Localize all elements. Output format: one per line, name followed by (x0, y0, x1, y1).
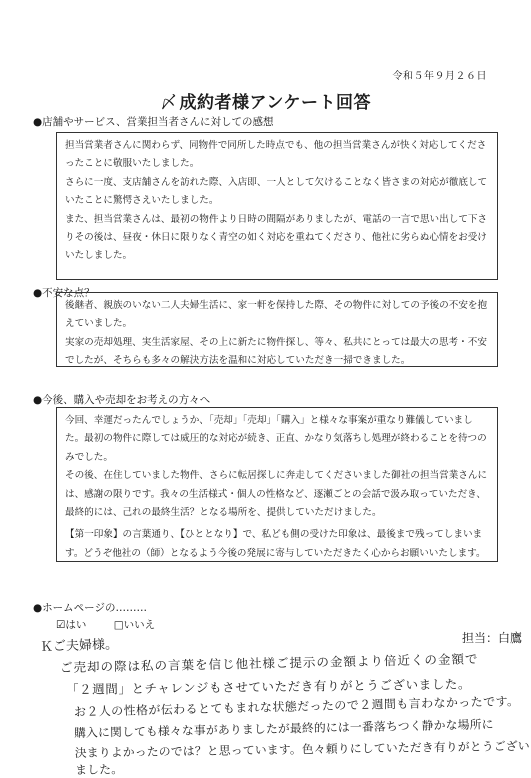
section-heading-concerns: ●不安な点？ (33, 287, 95, 299)
answer-box-advice (56, 407, 498, 562)
handwritten-line: 購入に関しても様々な事がありましたが最終的には一番落ちつく静かな場所に (73, 717, 494, 740)
answer-box-concerns (56, 292, 498, 367)
handwritten-line: ご売却の際は私の言葉を信じ他社様ご提示の金額より倍近くの金額で (59, 651, 479, 675)
staff-signature: 担当：白鷹 (462, 631, 523, 645)
homepage-options (56, 617, 179, 632)
answer-paragraph: 担当営業者さんに関わらず、同物件で同所した時点でも、他の担当営業さんが快く対応してくださったことに敬服いたしました。 (65, 140, 487, 170)
document-date: 令和５年９月２６日 (392, 71, 487, 82)
handwritten-line: 決まりよかったのでは？と思っています。色々頼りにしていただき有りがとうございました。 (74, 738, 530, 777)
answer-paragraph: 実家の売却処理、実生活家屋、その上に新たに物件探し、等々、私共にとっては最大の思考・不安でしたが、そちらも多々の解決方法を温和に対応していただき一掃できました。 (65, 336, 487, 367)
page-title (0, 88, 531, 113)
answer-paragraph: また、担当営業さんは、最初の物件より日時の間隔がありましたが、電話の一言で思い出して下さりその後は、昼夜・休日に限りなく青空の如く対応を重ねてくださり、他社に劣らぬ心情をお受けいたしました。 (65, 213, 488, 262)
homepage-heading: ●ホームページの……… (33, 602, 147, 614)
handwritten-line: Ｋご夫婦様。 (39, 637, 119, 655)
option-no-checkbox[interactable]: □いいえ (113, 619, 156, 631)
title-text: 成約者様アンケート回答 (179, 93, 371, 113)
answer-box-impressions (56, 132, 498, 280)
handwritten-line: お２人の性格が伝わるとてもまれな状態だったので２週間も言わなかったです。 (73, 694, 520, 719)
check-mark-icon: 〆 (160, 93, 178, 113)
section-heading-advice: ●今後、購入や売却をお考えの方々へ (33, 394, 211, 406)
answer-paragraph: 後継者、親族のいない二人夫婦生活に、家一軒を保持した際、その物件に対しての予後の不安を抱えていました。 (65, 300, 488, 330)
answer-paragraph: その後、在住していました物件、さらに転居探しに奔走してくださいました御社の担当営業さんには、感謝の限りです。我々の生活様式・個人の性格など、逐瀬ごとの会話で汲み取っていただき、最終的には、己れの最終生活？となる場所を、提供していただけました。 (65, 470, 488, 519)
answer-paragraph: 【第一印象】の言葉通り、【ひととなり】で、私ども側の受けた印象は、最後まで残ってしまいます。どうぞ他社の（師）となるよう今後の発展に寄与していただきたく心からお願いいたします。 (65, 529, 486, 559)
handwritten-line: 「２週間」とチャレンジもさせていただき有りがとうございました。 (65, 676, 472, 697)
answer-paragraph: さらに一度、支店舗さんを訪れた際、入店即、一人として欠けることなく皆さまの対応が徹底していたことに驚愕さえいたしました。 (65, 176, 488, 207)
option-yes-checkbox[interactable]: ☑はい (56, 619, 87, 631)
answer-paragraph: 今回、幸運だったんでしょうか、「売却」「売却」「購入」と様々な事案が重なり難儀していました。最初の物件に際しては威圧的な対応が続き、正直、かなり気落ちし処理が終わることを待つのみでした。 (65, 415, 487, 463)
section-heading-impressions: ●店舗やサービス、営業担当者さんに対しての感想 (33, 116, 274, 128)
